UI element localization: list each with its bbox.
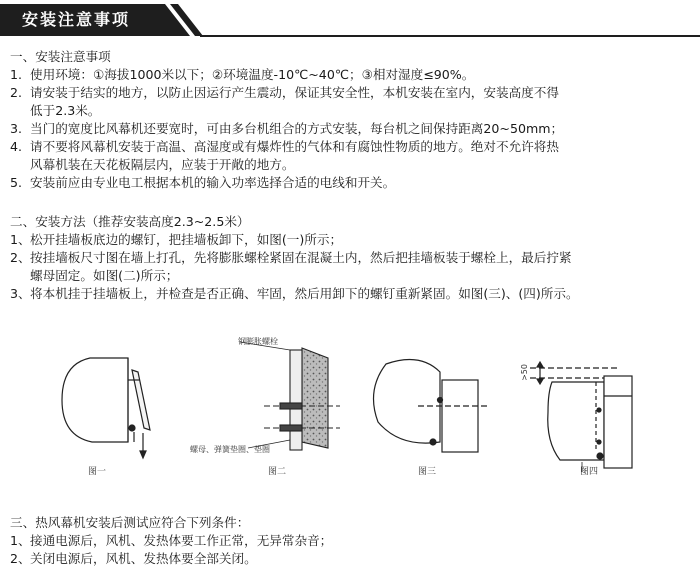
dimension-label: >50	[520, 364, 529, 381]
list-item: 2、关闭电源后，风机、发热体要全部关闭。	[10, 551, 257, 566]
callout-nut-washer: 螺母、弹簧垫圈、垫圈	[190, 445, 270, 454]
list-item: 4. 请不要将风幕机安装于高温、高湿度或有爆炸性的气体和有腐蚀性物质的地方。绝对不允许将热	[10, 139, 559, 154]
section-install-notes	[10, 48, 696, 192]
section-install-method	[10, 213, 696, 303]
section-test-conditions	[10, 514, 696, 568]
figure-3-label: 图三	[418, 467, 437, 477]
list-item-continuation: 低于2.3米。	[30, 103, 101, 118]
installation-figures	[0, 330, 700, 490]
figure-1-drawing	[62, 358, 150, 458]
list-item: 5. 安装前应由专业电工根据本机的输入功率选择合适的电线和开关。	[10, 175, 396, 190]
list-item-continuation: 风幕机装在天花板隔层内，应装于开敞的地方。	[30, 157, 295, 172]
callout-expansion-bolt: 钢膨胀螺栓	[238, 337, 278, 346]
figure-3-drawing	[374, 360, 491, 453]
figure-4-drawing	[530, 362, 632, 472]
list-item: 2、按挂墙板尺寸图在墙上打孔，先将膨胀螺栓紧固在混凝土内，然后把挂墙板装于螺栓上，最后拧紧	[10, 250, 572, 265]
list-item-continuation: 螺母固定。如图(二)所示；	[30, 268, 179, 283]
list-item: 2. 请安装于结实的地方，以防止因运行产生震动，保证其安全性，本机安装在室内，安装高度不得	[10, 85, 559, 100]
section-title: 二、安装方法（推荐安装高度2.3~2.5米）	[10, 214, 250, 229]
list-item: 1. 使用环境：①海拔1000米以下；②环境温度-10℃~40℃；③相对湿度≤90%。	[10, 67, 475, 82]
figure-2-drawing	[240, 342, 340, 450]
list-item: 1、接通电源后，风机、发热体要工作正常，无异常杂音；	[10, 533, 333, 548]
page-title: 安装注意事项	[22, 10, 131, 29]
list-item: 3、将本机挂于挂墙板上，并检查是否正确、牢固，然后用卸下的螺钉重新紧固。如图(三)、(四)所示。	[10, 286, 579, 301]
figure-1-label: 图一	[88, 467, 107, 477]
figure-2-label: 图二	[268, 467, 287, 477]
section-header	[0, 0, 700, 40]
section-title: 三、热风幕机安装后测试应符合下列条件：	[10, 515, 250, 530]
figure-4-label: 图四	[580, 467, 599, 477]
section-title: 一、安装注意事项	[10, 49, 111, 64]
list-item: 1、松开挂墙板底边的螺钉，把挂墙板卸下，如图(一)所示；	[10, 232, 343, 247]
list-item: 3. 当门的宽度比风幕机还要宽时，可由多台机组合的方式安装，每台机之间保持距离20~50mm；	[10, 121, 564, 136]
